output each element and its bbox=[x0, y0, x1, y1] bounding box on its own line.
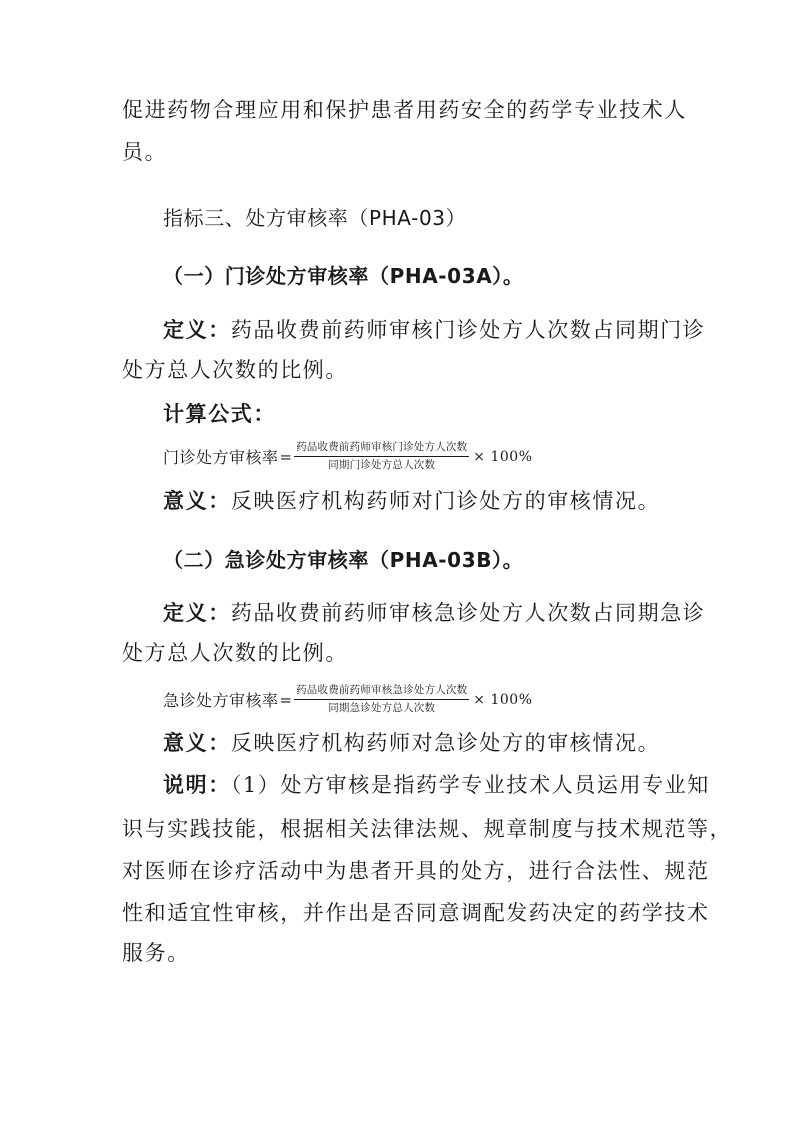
note-text: （1）处方审核是指药学专业技术人员运用专业知 bbox=[230, 773, 710, 797]
formula-denominator: 同期急诊处方总人次数 bbox=[328, 702, 436, 714]
formula-equals: = bbox=[279, 447, 293, 466]
note-line-4: 性和适宜性审核，并作出是否同意调配发药决定的药学技术 bbox=[122, 901, 710, 925]
definition-text: 药品收费前药师审核急诊处方人次数占同期急诊 bbox=[230, 601, 706, 625]
formula-numerator: 药品收费前药师审核门诊处方人次数 bbox=[294, 441, 469, 457]
note-line-5: 服务。 bbox=[122, 941, 190, 965]
definition-label: 定义： bbox=[163, 601, 231, 625]
section-b-formula bbox=[163, 684, 533, 715]
section-a-definition-line-1 bbox=[163, 315, 705, 345]
section-a-meaning bbox=[163, 486, 660, 516]
intro-line-1: 促进药物合理应用和保护患者用药安全的药学专业技术人 bbox=[122, 98, 687, 122]
definition-text: 药品收费前药师审核门诊处方人次数占同期门诊 bbox=[230, 318, 706, 342]
formula-fraction bbox=[294, 441, 469, 472]
section-b-definition-line-1 bbox=[163, 598, 705, 628]
note-line-1 bbox=[163, 770, 710, 800]
meaning-label: 意义： bbox=[163, 731, 231, 755]
section-a-formula bbox=[163, 441, 533, 472]
section-a-definition-line-2: 处方总人次数的比例。 bbox=[122, 358, 348, 382]
note-line-3: 对医师在诊疗活动中为患者开具的处方，进行合法性、规范 bbox=[122, 859, 710, 883]
intro-line-2: 员。 bbox=[122, 140, 168, 164]
section-b-meaning bbox=[163, 728, 660, 758]
formula-multiplier: × 100% bbox=[473, 448, 533, 465]
note-label: 说明： bbox=[163, 773, 231, 797]
formula-denominator: 同期门诊处方总人次数 bbox=[328, 459, 436, 471]
formula-multiplier: × 100% bbox=[473, 691, 533, 708]
formula-numerator: 药品收费前药师审核急诊处方人次数 bbox=[294, 684, 469, 700]
definition-label: 定义： bbox=[163, 318, 231, 342]
indicator-title: 指标三、处方审核率（PHA-03） bbox=[163, 206, 467, 230]
meaning-text: 反映医疗机构药师对急诊处方的审核情况。 bbox=[230, 731, 661, 755]
formula-lhs: 急诊处方审核率 bbox=[163, 691, 279, 710]
meaning-text: 反映医疗机构药师对门诊处方的审核情况。 bbox=[230, 489, 661, 513]
formula-fraction bbox=[294, 684, 469, 715]
meaning-label: 意义： bbox=[163, 489, 231, 513]
formula-equals: = bbox=[279, 690, 293, 709]
formula-label: 计算公式： bbox=[163, 402, 276, 426]
note-line-2: 识与实践技能，根据相关法律法规、规章制度与技术规范等， bbox=[122, 817, 733, 841]
section-b-definition-line-2: 处方总人次数的比例。 bbox=[122, 641, 348, 665]
section-a-title: （一）门诊处方审核率（PHA-03A）。 bbox=[163, 264, 524, 288]
section-b-title: （二）急诊处方审核率（PHA-03B）。 bbox=[163, 548, 524, 572]
formula-lhs: 门诊处方审核率 bbox=[163, 448, 279, 467]
